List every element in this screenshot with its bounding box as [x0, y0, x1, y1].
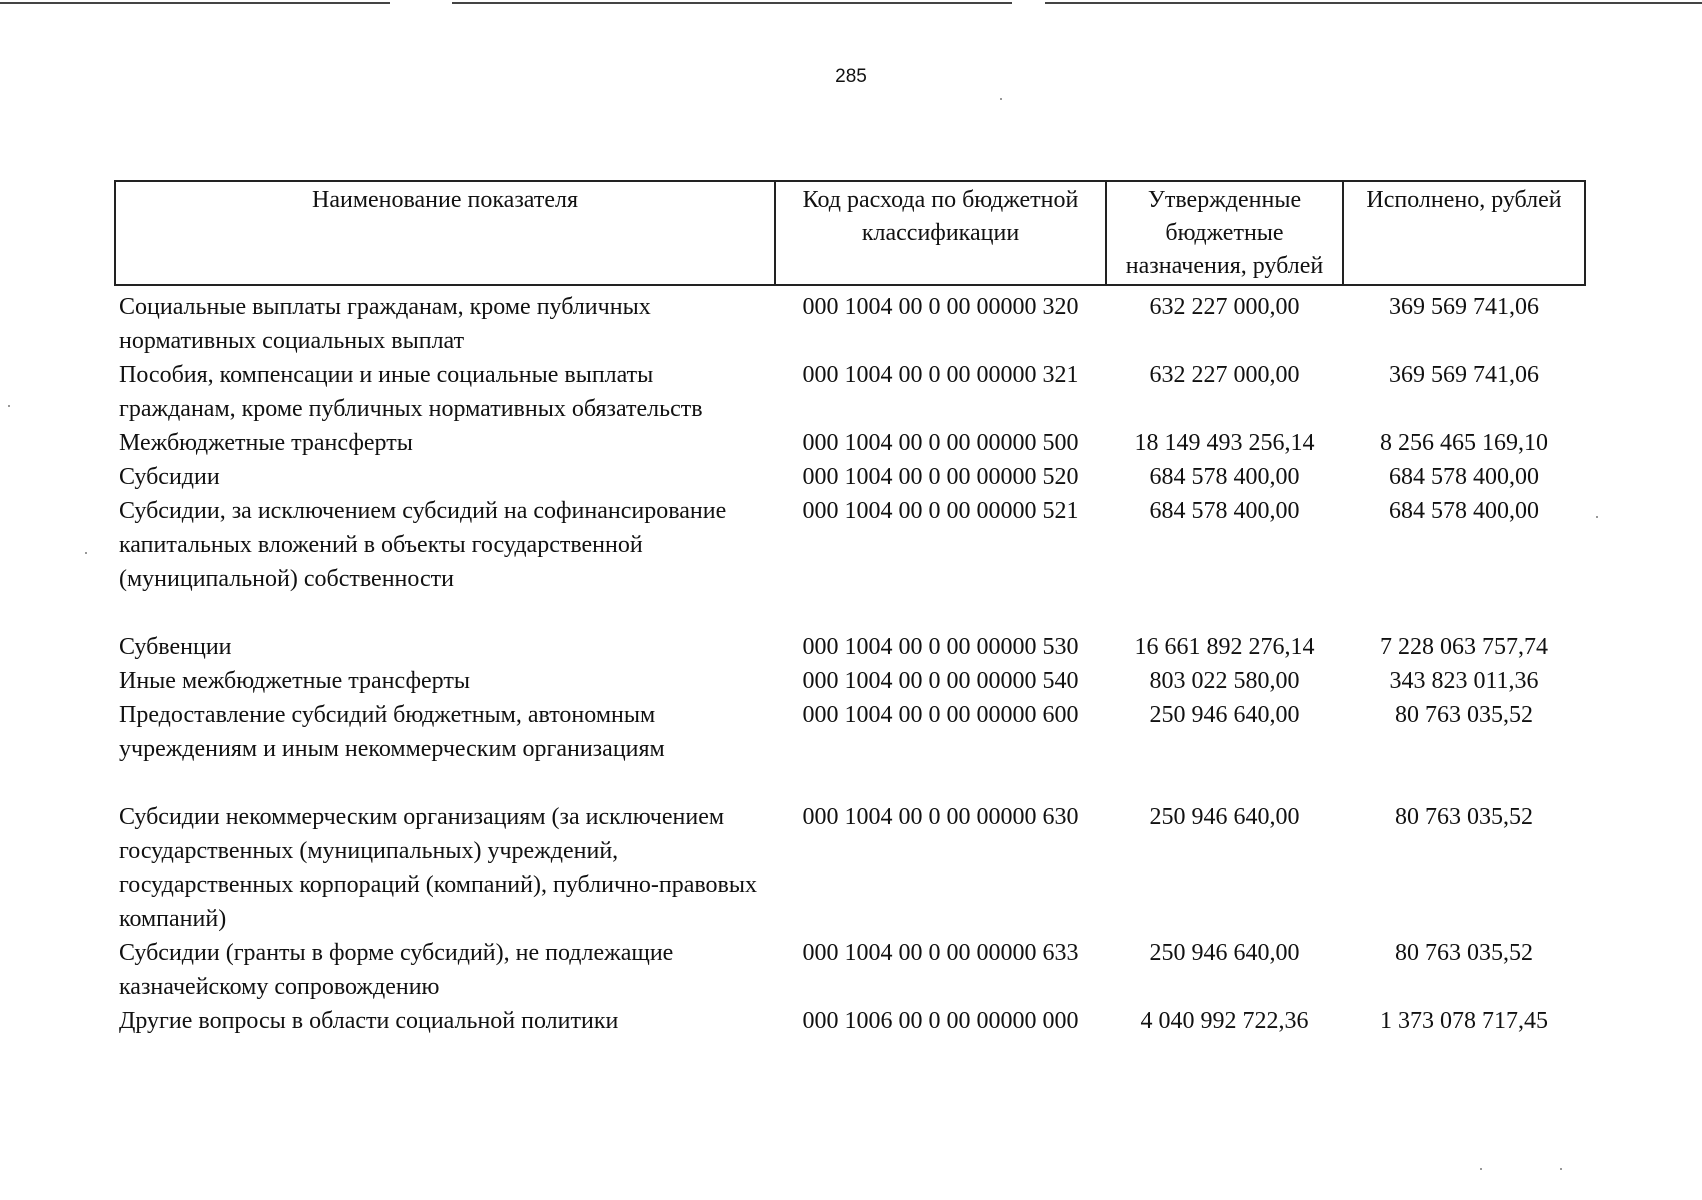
row-code: 000 1004 00 0 00 00000 521 [802, 498, 1079, 524]
row-name: Субвенции [119, 634, 232, 660]
table-row [115, 630, 1585, 664]
row-name: Межбюджетные трансферты [119, 430, 413, 456]
row-executed: 684 578 400,00 [1389, 498, 1539, 524]
row-name: Субсидии (гранты в форме субсидий), не подлежащие казначейскому сопровождению [119, 940, 674, 1000]
table-row [115, 936, 1585, 1004]
row-code: 000 1004 00 0 00 00000 540 [802, 668, 1079, 694]
table-row [115, 800, 1585, 936]
scan-edge-line [1140, 2, 1702, 4]
table-row [115, 1004, 1585, 1038]
row-name: Иные межбюджетные трансферты [119, 668, 470, 694]
row-code: 000 1004 00 0 00 00000 520 [802, 464, 1079, 490]
row-name: Пособия, компенсации и иные социальные выплаты гражданам, кроме публичных нормативных обязательств [119, 362, 703, 422]
row-code: 000 1004 00 0 00 00000 600 [802, 702, 1079, 728]
row-code: 000 1004 00 0 00 00000 530 [802, 634, 1079, 660]
scan-speck [1596, 516, 1598, 518]
row-executed: 369 569 741,06 [1389, 294, 1539, 320]
scan-speck [1480, 1168, 1482, 1170]
table-row [115, 494, 1585, 630]
row-name: Другие вопросы в области социальной политики [119, 1008, 619, 1034]
scan-speck [8, 405, 10, 407]
row-executed: 7 228 063 757,74 [1380, 634, 1548, 660]
row-name: Субсидии некоммерческим организациям (за исключением государственных (муниципальных) учреждений, государственных корпораций (компаний), публично-правовых компаний) [119, 804, 757, 932]
row-name: Субсидии, за исключением субсидий на софинансирование капитальных вложений в объекты государственной (муниципальной) собственности [119, 498, 727, 592]
table-row [115, 285, 1585, 358]
table-row [115, 358, 1585, 426]
row-executed: 80 763 035,52 [1395, 702, 1533, 728]
row-approved: 684 578 400,00 [1149, 464, 1300, 490]
row-approved: 16 661 892 276,14 [1134, 634, 1315, 660]
row-approved: 684 578 400,00 [1149, 498, 1300, 524]
row-name: Социальные выплаты гражданам, кроме публичных нормативных социальных выплат [119, 294, 651, 354]
row-executed: 80 763 035,52 [1395, 940, 1533, 966]
table-row [115, 664, 1585, 698]
row-code: 000 1004 00 0 00 00000 500 [802, 430, 1079, 456]
row-code: 000 1004 00 0 00 00000 321 [802, 362, 1079, 388]
table-row [115, 460, 1585, 494]
row-approved: 250 946 640,00 [1149, 804, 1300, 830]
row-executed: 1 373 078 717,45 [1380, 1008, 1548, 1034]
row-approved: 18 149 493 256,14 [1134, 430, 1315, 456]
row-approved: 803 022 580,00 [1149, 668, 1300, 694]
header-expense-code: Код расхода по бюджетной классификации [775, 181, 1106, 285]
row-approved: 4 040 992 722,36 [1140, 1008, 1309, 1034]
row-name: Субсидии [119, 464, 220, 490]
scan-edge-line [452, 2, 1012, 4]
header-executed-amount: Исполнено, рублей [1343, 181, 1585, 285]
row-approved: 250 946 640,00 [1149, 940, 1300, 966]
table-row [115, 426, 1585, 460]
budget-execution-table [114, 180, 1586, 1038]
header-approved-amount: Утвержденные бюджетные назначения, рублей [1106, 181, 1343, 285]
row-executed: 80 763 035,52 [1395, 804, 1533, 830]
scan-speck [1000, 98, 1002, 100]
scan-edge-line [0, 2, 390, 4]
row-approved: 632 227 000,00 [1149, 294, 1300, 320]
row-code: 000 1006 00 0 00 00000 000 [802, 1008, 1079, 1034]
scan-speck [85, 552, 87, 554]
row-executed: 369 569 741,06 [1389, 362, 1539, 388]
row-code: 000 1004 00 0 00 00000 633 [802, 940, 1079, 966]
table-row [115, 698, 1585, 800]
row-code: 000 1004 00 0 00 00000 320 [802, 294, 1079, 320]
row-name: Предоставление субсидий бюджетным, автономным учреждениям и иным некоммерческим организациям [119, 702, 665, 762]
table-header-row [115, 181, 1585, 285]
header-indicator-name: Наименование показателя [115, 181, 775, 285]
row-executed: 684 578 400,00 [1389, 464, 1539, 490]
page-number: 285 [835, 66, 867, 87]
row-approved: 250 946 640,00 [1149, 702, 1300, 728]
row-approved: 632 227 000,00 [1149, 362, 1300, 388]
row-executed: 8 256 465 169,10 [1380, 430, 1548, 456]
row-code: 000 1004 00 0 00 00000 630 [802, 804, 1079, 830]
scan-speck [1560, 1168, 1562, 1170]
row-executed: 343 823 011,36 [1389, 668, 1539, 694]
